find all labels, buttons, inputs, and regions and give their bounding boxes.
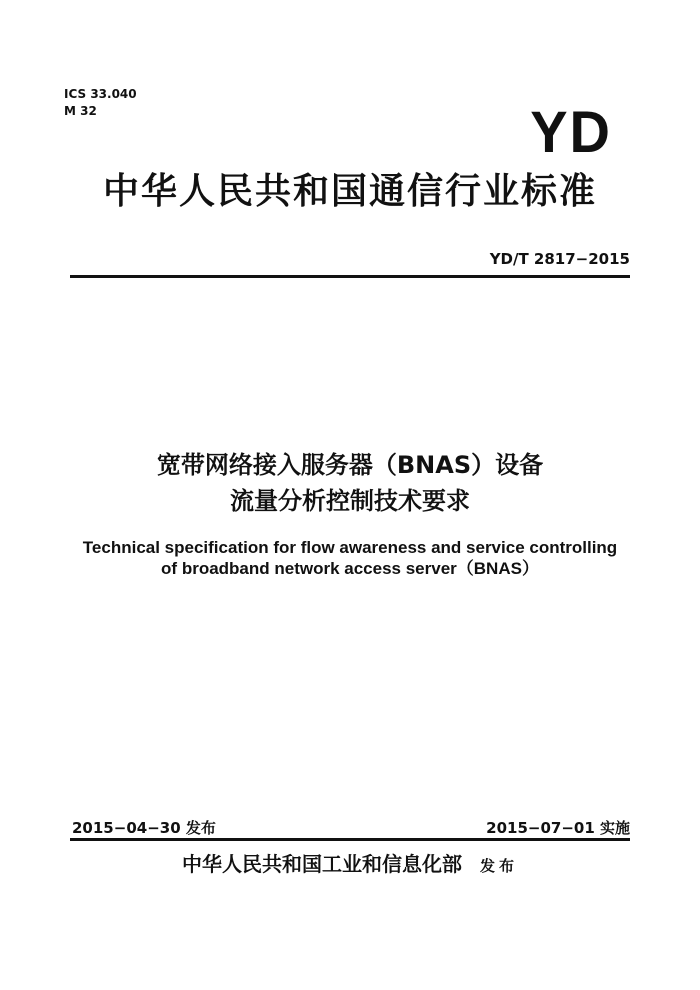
publisher-line: [0, 848, 700, 877]
title-en-line1: Technical specification for flow awareness and service controlling: [82, 538, 618, 557]
title-cn-line2: 流量分析控制技术要求: [230, 487, 470, 515]
publisher-issue: 发布: [479, 857, 518, 875]
top-divider: [70, 275, 630, 278]
bottom-divider: [70, 838, 630, 841]
publish-date: 2015−04−30 发布: [72, 819, 216, 837]
organization-title: 中华人民共和国通信行业标准: [102, 171, 597, 212]
effective-date: 2015−07−01 实施: [486, 819, 630, 837]
classification-codes: [64, 86, 137, 120]
category-code: M 32: [64, 104, 97, 118]
yd-logo: YD: [530, 98, 612, 165]
title-en-line2: of broadband network access server（BNAS）: [161, 559, 539, 578]
title-cn-line1: 宽带网络接入服务器（BNAS）设备: [156, 451, 544, 479]
ics-code: ICS 33.040: [64, 87, 137, 101]
publisher-name: 中华人民共和国工业和信息化部: [181, 852, 462, 876]
standard-number: YD/T 2817−2015: [489, 250, 630, 268]
